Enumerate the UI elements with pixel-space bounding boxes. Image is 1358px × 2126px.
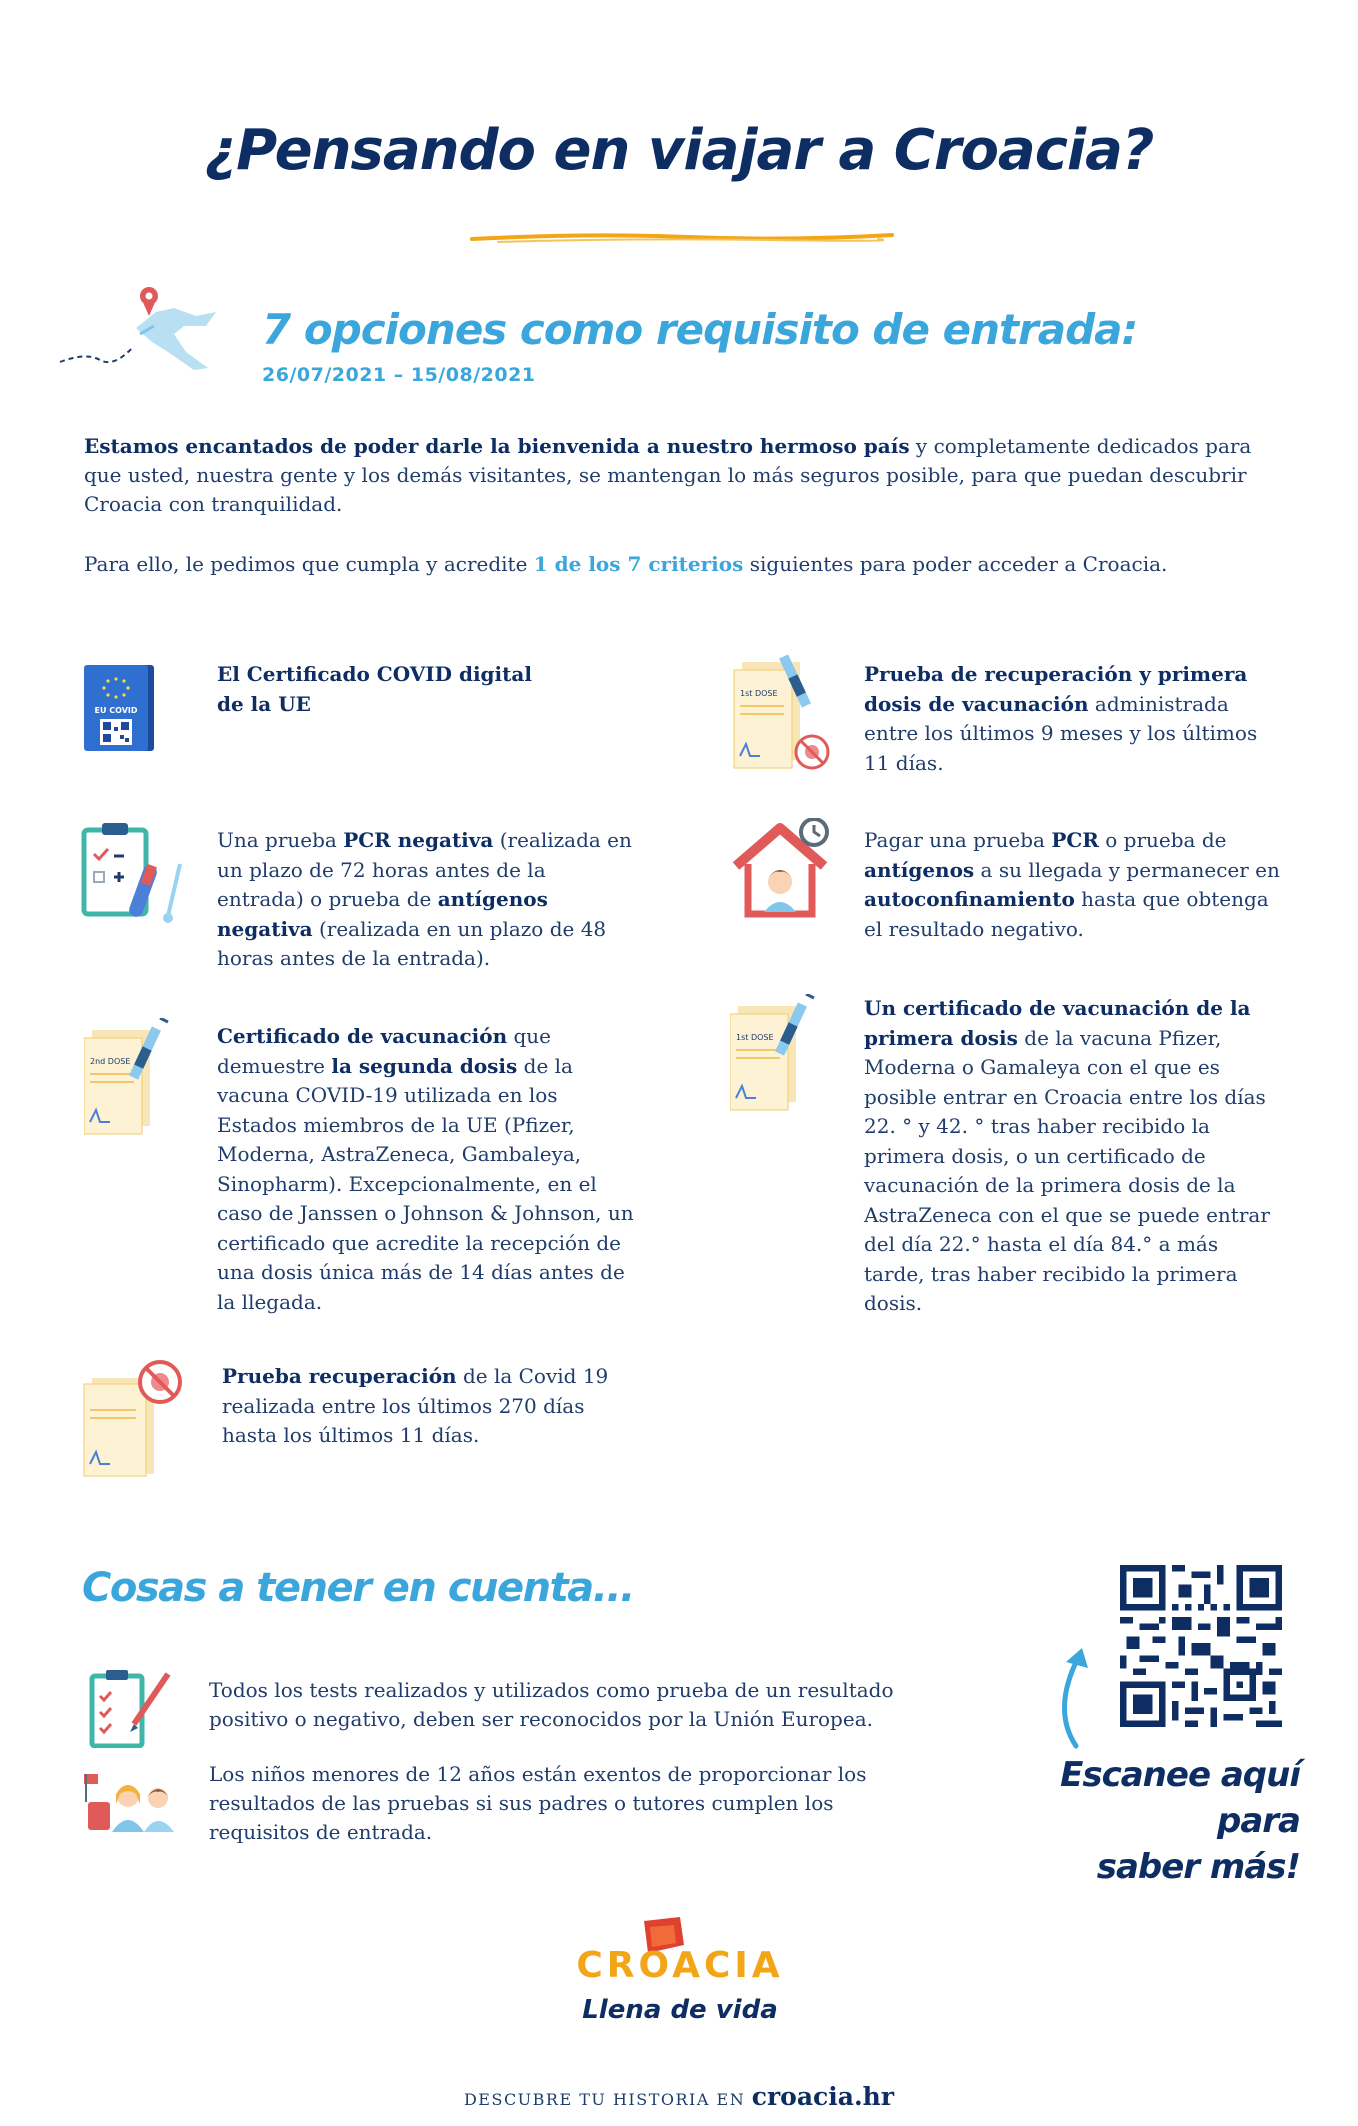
brush-underline [468, 229, 896, 247]
arrival-text-3: a su llegada y permanecer en [974, 857, 1280, 882]
note-tests-recognized: Todos los tests realizados y utilizados como prueba de un resultado positivo o negativo, deben ser reconocidos por la Unión Europea. [209, 1678, 894, 1731]
note-children-exempt: Los niños menores de 12 años están exentos de proporcionar los resultados de las pruebas si sus padres o tutores cumplen los requisitos de entrada. [209, 1762, 867, 1844]
pcr-bold-1: PCR negativa [343, 828, 494, 852]
things-to-consider-heading: Cosas a tener en cuenta... [82, 1565, 634, 1611]
footer [0, 2082, 1358, 2111]
option-pcr [217, 826, 637, 974]
criteria-text-after: siguientes para poder acceder a Croacia. [743, 552, 1168, 576]
clipboard-test-tube-icon [80, 820, 190, 926]
intro-paragraph [84, 432, 1279, 519]
arrival-text-4: hasta que obtenga el resultado negativo. [864, 887, 1269, 941]
recovery-first-dose-text: administrada entre los últimos 9 meses y los últimos 11 días. [864, 691, 1258, 775]
criteria-highlight: 1 de los 7 criterios [533, 552, 744, 576]
second-dose-document-icon [84, 1018, 176, 1138]
checklist-icon [88, 1668, 172, 1748]
pcr-text-1: Una prueba [217, 828, 344, 852]
eu-covid-certificate-icon [84, 665, 154, 751]
footer-prefix: DESCUBRE TU HISTORIA EN [463, 2090, 752, 2109]
page-title: ¿Pensando en viajar a Croacia? [204, 118, 1154, 183]
first-dose-bold: Un certificado de vacunación de la primera dosis [864, 996, 1251, 1050]
vaccination-bold-1: Certificado de vacunación [217, 1024, 508, 1048]
arrival-text-1: Pagar una prueba [864, 828, 1052, 852]
home-isolation-icon [728, 818, 834, 920]
scan-here-text [1000, 1752, 1300, 1890]
qr-code[interactable] [1120, 1565, 1282, 1727]
vaccination-text-2: de la vacuna COVID-19 utilizada en los Estados miembros de la UE (Pfizer, Moderna, AstraZeneca, Gambaleya, Sinopharm). Excepcionalmente, en el caso de Janssen o Johnson & Johnson, un certificado que acredite la recepción de una dosis única más de 14 días antes de la llegada. [217, 1053, 634, 1314]
croatia-map-icon [56, 282, 226, 378]
requirements-heading: 7 opciones como requisito de entrada: [262, 305, 1138, 354]
recovery-text-1: de la Covid 19 realizada entre los últimos 270 días hasta los últimos 11 días. [222, 1364, 609, 1447]
pcr-bold-2: antígenos negativa [217, 887, 548, 941]
eu-covid-icon-label: EU COVID [94, 706, 138, 715]
recovery-document-icon [82, 1358, 192, 1478]
family-travel-icon [84, 1770, 176, 1834]
intro-bold: Estamos encantados de poder darle la bienvenida a nuestro hermoso país [84, 434, 910, 458]
criteria-text-before: Para ello, le pedimos que cumpla y acredite [84, 552, 534, 576]
recovery-bold-1: Prueba recuperación [222, 1364, 457, 1388]
arrival-bold-2: antígenos [864, 857, 975, 882]
first-dose-text: de la vacuna Pfizer, Moderna o Gamaleya con el que es posible entrar en Croacia entre los días 22. ° y 42. ° tras haber recibido la primera dosis, o un certificado de vacunación de la primera dosis de la AstraZeneca con el que se puede entrar del día 22.° hasta el día 84.° a más tarde, tras haber recibido la primera dosis. [864, 1025, 1270, 1315]
logo-slogan: Llena de vida [582, 1995, 778, 2025]
first-dose-label-b: 1st DOSE [736, 1033, 774, 1042]
option-eu-certificate [217, 660, 557, 719]
option-test-on-arrival [864, 826, 1284, 944]
first-dose-recovery-icon [730, 650, 834, 774]
option-first-dose [864, 994, 1284, 1319]
option-vaccination [217, 1022, 637, 1317]
arrival-bold-3: autoconfinamiento [864, 887, 1075, 911]
croacia-logo-text: CROACIA [576, 1945, 784, 1986]
scan-line-2: saber más! [1096, 1847, 1300, 1887]
curved-arrow-icon [1048, 1640, 1098, 1750]
option-recovery [222, 1362, 642, 1451]
arrival-bold-1: PCR [1051, 828, 1099, 852]
eu-cert-bold: El Certificado COVID digital de la UE [217, 662, 532, 716]
recovery-first-dose-bold: Prueba de recuperación y primera dosis de vacunación [864, 662, 1248, 716]
pcr-text-2: (realizada en un plazo de 72 horas antes de la entrada) o prueba de [217, 828, 632, 911]
option-recovery-first-dose [864, 660, 1284, 778]
arrival-text-2: o prueba de [1098, 828, 1227, 852]
footer-site-link[interactable]: croacia.hr [751, 2082, 895, 2111]
vaccination-bold-2: la segunda dosis [331, 1053, 518, 1078]
vaccination-text-1: que demuestre [217, 1024, 551, 1078]
scan-line-1: Escanee aquí para [1060, 1755, 1300, 1841]
first-dose-document-icon [730, 994, 822, 1114]
first-dose-label-a: 1st DOSE [740, 689, 778, 698]
second-dose-label: 2nd DOSE [90, 1057, 131, 1066]
criteria-paragraph [84, 550, 1279, 579]
intro-text: y completamente dedicados para que usted, nuestra gente y los demás visitantes, se mantengan lo más seguros posible, para que puedan descubrir Croacia con tranquilidad. [84, 434, 1252, 516]
pcr-text-3: (realizada en un plazo de 48 horas antes de la entrada). [217, 916, 607, 970]
date-range: 26/07/2021 – 15/08/2021 [262, 364, 536, 386]
